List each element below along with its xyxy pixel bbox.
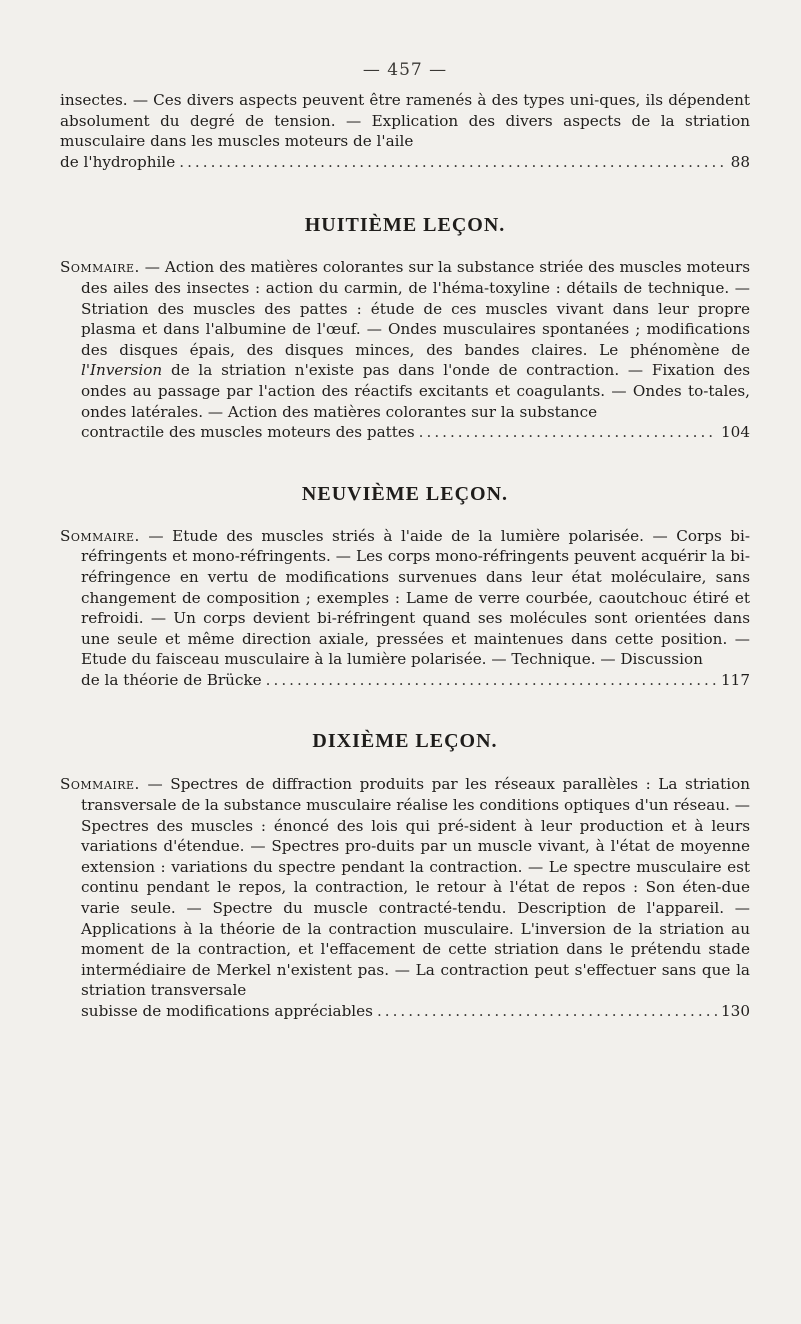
lesson-summary — [60, 526, 750, 691]
summary-label: Sommaire. — [60, 775, 140, 794]
leader-dots — [377, 1001, 717, 1022]
summary-body-after: de la striation n'existe pas dans l'onde de contraction. — Fixation des ondes au passage par l'action des réactifs excitants et coagulants. — Ondes to-tales, ondes latérales. — Action des matières colorantes sur la substance — [81, 361, 750, 421]
summary-label: Sommaire. — [60, 258, 140, 277]
summary-entry-line — [81, 1001, 750, 1022]
summary-label: Sommaire. — [60, 526, 140, 545]
summary-body: — Etude des muscles striés à l'aide de la lumière polarisée. — Corps bi-réfringents et mono-réfringents. — Les corps mono-réfringents peuvent acquérir la bi-réfringence en vertu de modifications survenues dans leur état moléculaire, sans changement de composition ; exemples : Lame de verre courbée, caoutchouc étiré et refroidi. — Un corps devient bi-réfringent quand ses molécules sont orientées dans une seule et même direction axiale, pressées et maintenues dans cette position. — Etude du faisceau musculaire à la lumière polarisée. — Technique. — Discussion — [81, 526, 750, 669]
summary-page-ref: 104 — [721, 423, 750, 442]
intro-last-line: de l'hydrophile — [60, 152, 176, 171]
page — [60, 60, 750, 1022]
lesson-heading: HUITIÈME LEÇON. — [304, 214, 506, 237]
intro-entry-line — [60, 152, 750, 173]
intro-page-ref: 88 — [730, 152, 750, 171]
summary-body: — Action des matières colorantes sur la substance striée des muscles moteurs des ailes des insectes : action du carmin, de l'héma-toxyline : détails de technique. — Striation des muscles des pattes : étude de ces muscles vivant dans leur propre plasma et dans l'albumine de l'œuf. — Ondes musculaires spontanées ; modifications des disques épais, des disques minces, des bandes claires. Le phénomène de — [81, 258, 751, 359]
page-number: — 457 — — [362, 60, 448, 80]
summary-entry-line — [81, 670, 750, 691]
summary-text — [60, 257, 751, 422]
summary-entry-line — [81, 422, 750, 443]
summary-text — [60, 774, 751, 1001]
lesson-summary — [60, 774, 750, 1021]
leader-dots — [266, 670, 717, 691]
leader-dots — [419, 422, 717, 443]
summary-last-line: de la théorie de Brücke — [81, 670, 262, 689]
intro-text: insectes. — Ces divers aspects peuvent être ramenés à des types uni-ques, ils dépendent absolument du degré de tension. — Explication des divers aspects de la striation musculaire dans les muscles moteurs de l'aile — [60, 91, 750, 151]
lesson-8 — [60, 214, 750, 442]
lesson-heading: DIXIÈME LEÇON. — [312, 730, 498, 753]
lesson-9 — [60, 483, 750, 691]
summary-body: — Spectres de diffraction produits par les réseaux parallèles : La striation transversale de la substance musculaire réalise les conditions optiques d'un réseau. — Spectres des muscles : énoncé des lois qui pré-sident à leur production et à leurs variations d'étendue. — Spectres pro-duits par un muscle vivant, à l'état de moyenne extension : variations du spectre pendant la contraction. — Le spectre musculaire est continu pendant le repos, la contraction, le retour à l'état de repos : Son éten-due varie seule. — Spectre du muscle contracté-tendu. Description de l'appareil. — Applications à la théorie de la contraction musculaire. L'inversion de la striation au moment de la contraction, et l'effacement de cette striation dans le prétendu stade intermédiaire de Merkel n'existent pas. — La contraction peut s'effectuer sans que la striation transversale — [81, 775, 751, 1000]
leader-dots — [179, 152, 726, 173]
summary-page-ref: 117 — [721, 670, 750, 689]
summary-text — [60, 526, 750, 670]
intro-block — [60, 90, 750, 172]
summary-last-line: contractile des muscles moteurs des pattes — [81, 423, 415, 442]
summary-last-line: subisse de modifications appréciables — [81, 1002, 373, 1020]
lesson-summary — [60, 257, 750, 442]
summary-italic: l'Inversion — [81, 361, 163, 380]
summary-page-ref: 130 — [721, 1002, 750, 1020]
lesson-10 — [60, 730, 750, 1021]
lesson-heading: NEUVIÈME LEÇON. — [301, 482, 509, 505]
